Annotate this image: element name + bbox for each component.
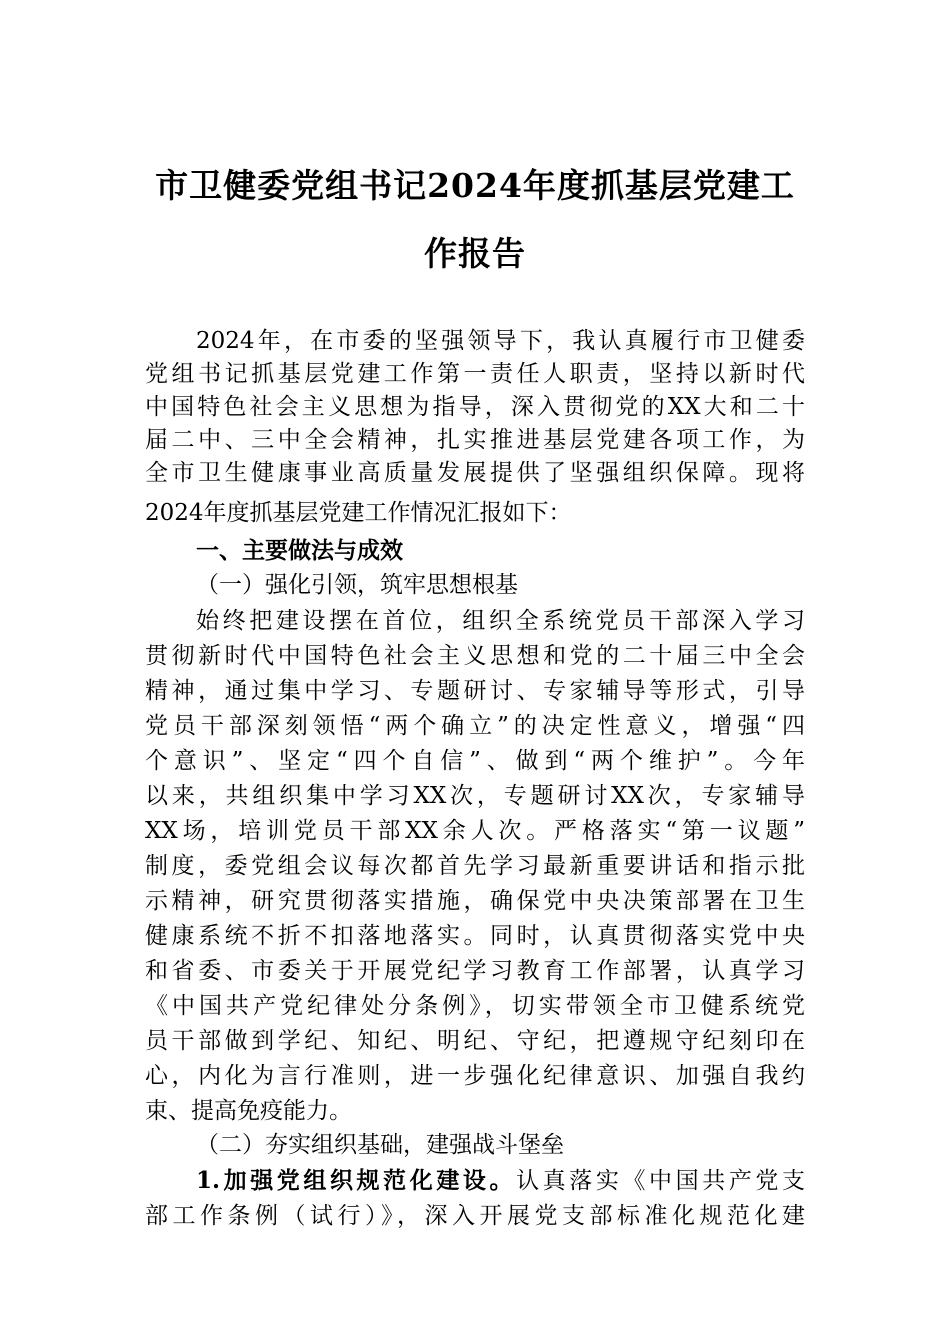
paragraph-line: [196, 1164, 805, 1198]
paragraph-line: 党员干部深刻领悟“两个确立”的决定性意义，增强“四: [145, 713, 805, 739]
item-lead-bold: 1.加强党组织规范化建设。: [196, 1167, 517, 1194]
paragraph-line: 束、提高免疫能力。: [145, 1098, 352, 1124]
paragraph-line: 贯彻新时代中国特色社会主义思想和党的二十届三中全会: [145, 643, 805, 669]
paragraph-line: 心，内化为言行准则，进一步强化纪律意识、加强自我约: [145, 1063, 805, 1089]
item-lead-text: 认真落实《中国共产党支: [516, 1168, 805, 1194]
paragraph-line: 和省委、市委关于开展党纪学习教育工作部署，认真学习: [145, 958, 805, 984]
paragraph-line: 制度，委党组会议每次都首先学习最新重要讲话和指示批: [145, 853, 805, 879]
paragraph-line: 个意识”、坚定“四个自信”、做到“两个维护”。今年: [145, 748, 805, 774]
intro-line: 届二中、三中全会精神，扎实推进基层党建各项工作，为: [145, 427, 805, 453]
paragraph-line: 部工作条例（试行）》，深入开展党支部标准化规范化建: [145, 1203, 805, 1229]
intro-line: 2024年，在市委的坚强领导下，我认真履行市卫健委: [196, 328, 805, 354]
intro-line: 党组书记抓基层党建工作第一责任人职责，坚持以新时代: [145, 361, 805, 387]
paragraph-line: 以来，共组织集中学习XX次，专题研讨XX次，专家辅导: [145, 783, 805, 809]
document-title-line-1: 市卫健委党组书记2024年度抓基层党建工: [155, 166, 795, 205]
intro-line: 全市卫生健康事业高质量发展提供了坚强组织保障。现将: [145, 460, 805, 486]
subsection-heading: （一）强化引领，筑牢思想根基: [196, 572, 518, 598]
paragraph-line: 示精神，研究贯彻落实措施，确保党中央决策部署在卫生: [145, 888, 805, 914]
section-heading: 一、主要做法与成效: [196, 538, 403, 564]
document-title-line-2: 作报告: [424, 234, 526, 273]
paragraph-line: 健康系统不折不扣落地落实。同时，认真贯彻落实党中央: [145, 923, 805, 949]
intro-line: 中国特色社会主义思想为指导，深入贯彻党的XX大和二十: [145, 394, 805, 420]
intro-line: 2024年度抓基层党建工作情况汇报如下：: [145, 500, 572, 526]
paragraph-line: 员干部做到学纪、知纪、明纪、守纪，把遵规守纪刻印在: [145, 1028, 805, 1054]
paragraph-line: 精神，通过集中学习、专题研讨、专家辅导等形式，引导: [145, 678, 805, 704]
paragraph-line: 《中国共产党纪律处分条例》，切实带领全市卫健系统党: [145, 993, 805, 1019]
paragraph-line: XX场，培训党员干部XX余人次。严格落实“第一议题”: [145, 818, 805, 844]
subsection-heading: （二）夯实组织基础，建强战斗堡垒: [196, 1132, 564, 1158]
paragraph-line: 始终把建设摆在首位，组织全系统党员干部深入学习: [196, 608, 805, 634]
